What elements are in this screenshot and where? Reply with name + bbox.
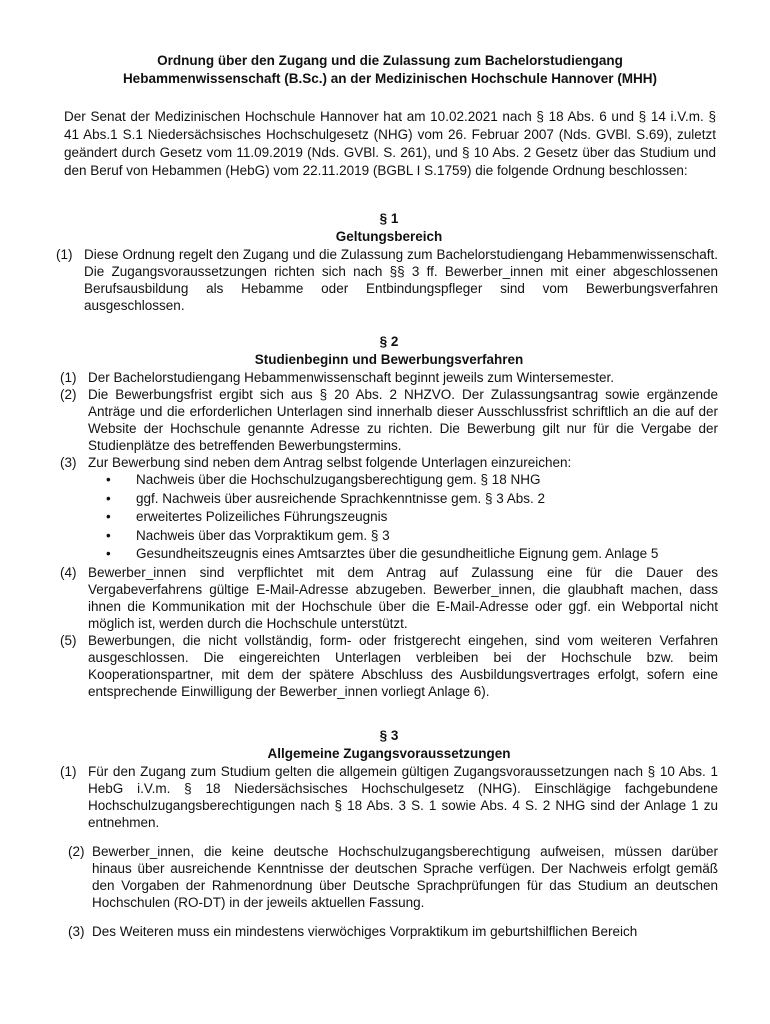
item-text: Die Bewerbungsfrist ergibt sich aus § 20 Abs. 2 NHZVO. Der Zulassungsantrag sowie ergänzende Anträge und die erforderlichen Unterlagen sind innerhalb dieser Ausschlussfrist schriftlich an die auf der Website der Hochschule genannte Adresse zu richten. Die Bewerbung gilt nur für die Vergabe der Studienplätze des betreffenden Bewerbungstermins. [88, 387, 718, 453]
section-heading: Allgemeine Zugangsvoraussetzungen [267, 746, 511, 761]
item-number: (1) [60, 370, 77, 385]
item-number: (5) [60, 632, 77, 648]
bullet-item: • Nachweis über das Vorpraktikum gem. § 3 [106, 527, 390, 543]
item-number: (2) [60, 387, 77, 402]
bullet-icon: • [106, 546, 111, 561]
item-text: Für den Zugang zum Studium gelten die allgemein gültigen Zugangsvoraussetzungen nach § 10 Abs. 1 HebG i.V.m. § 18 Niedersächsisches Hochschulgesetz (NHG). Einschlägige fachgebundene Hochschulzugangsberechtigungen nach § 18 Abs. 3 S. 1 sowie Abs. 4 S. 2 NHG sind der Anlage 1 zu entnehmen. [88, 764, 718, 830]
list-item [60, 763, 718, 831]
item-text: Des Weiteren muss ein mindestens vierwöchiges Vorpraktikum im geburtshilflichen Bereich [92, 924, 638, 939]
item-number: (1) [56, 247, 73, 262]
item-number: (3) [68, 924, 85, 939]
list-item [60, 454, 718, 471]
item-text: Zur Bewerbung sind neben dem Antrag selbst folgende Unterlagen einzureichen: [88, 455, 572, 470]
preamble-paragraph: Der Senat der Medizinischen Hochschule Hannover hat am 10.02.2021 nach § 18 Abs. 6 und § 14 i.V.m. § 41 Abs.1 S.1 Niedersächsisches Hochschulgesetz (NHG) vom 26. Februar 2007 (Nds. GVBl. S.69), zuletzt geändert durch Gesetz vom 11.09.2019 (Nds. GVBl. S. 261), und § 10 Abs. 2 Gesetz über das Studium und den Beruf von Hebammen (HebG) vom 22.11.2019 (BGBL I S.1759) die folgende Ordnung beschlossen: [64, 109, 716, 178]
bullet-icon: • [106, 472, 111, 487]
section-number: § 2 [379, 334, 399, 349]
list-item [60, 843, 718, 911]
item-text: Der Bachelorstudiengang Hebammenwissenschaft beginnt jeweils zum Wintersemester. [88, 370, 614, 385]
section-3 [60, 727, 718, 940]
bullet-item: • erweitertes Polizeiliches Führungszeugnis [106, 509, 388, 524]
section-number: § 3 [379, 728, 399, 743]
bullet-icon: • [106, 527, 111, 543]
list-item [60, 369, 718, 386]
title-line-1: Ordnung über den Zugang und die Zulassung zum Bachelorstudiengang [157, 53, 623, 68]
section-heading: Studienbeginn und Bewerbungsverfahren [254, 352, 524, 367]
item-number: (4) [60, 564, 77, 580]
item-text: Diese Ordnung regelt den Zugang und die Zulassung zum Bachelorstudiengang Hebammenwissenschaft. Die Zugangsvoraussetzungen richten sich nach §§ 3 ff. Bewerber_innen mit einer abgeschlossenen Berufsausbildung als Hebamme oder Entbindungspfleger sind vom Bewerbungsverfahren ausgeschlossen. [84, 247, 718, 313]
bullet-icon: • [106, 509, 111, 524]
list-item [60, 632, 718, 700]
section-2 [60, 333, 718, 700]
title-line-2: Hebammenwissenschaft (B.Sc.) an der Medizinischen Hochschule Hannover (MHH) [122, 71, 658, 86]
bullet-item: • Nachweis über die Hochschulzugangsberechtigung gem. § 18 NHG [106, 472, 541, 487]
bullet-item: • ggf. Nachweis über ausreichende Sprachkenntnisse gem. § 3 Abs. 2 [106, 490, 545, 506]
item-number: (1) [60, 764, 77, 779]
bullet-item: • Gesundheitszeugnis eines Amtsarztes über die gesundheitliche Eignung gem. Anlage 5 [106, 546, 659, 561]
section-1 [56, 210, 718, 314]
section-heading: Geltungsbereich [335, 229, 443, 244]
list-item [56, 246, 718, 314]
section-number: § 1 [379, 211, 399, 226]
item-text: Bewerber_innen sind verpflichtet mit dem Antrag auf Zulassung eine für die Dauer des Vergabeverfahrens gültige E-Mail-Adresse abzugeben. Bewerber_innen, die glaubhaft machen, dass ihnen die Kommunikation mit der Hochschule über die E-Mail-Adresse oder ggf. ein Webportal nicht möglich ist, werden durch die Hochschule unterstützt. [88, 564, 718, 631]
item-text: Bewerbungen, die nicht vollständig, form- oder fristgerecht eingehen, sind vom weiteren Verfahren ausgeschlossen. Die eingereichten Unterlagen verbleiben bei der Hochschule bzw. beim Kooperationspartner, mit dem der spätere Abschluss des Ausbildungsvertrages erfolgt, sofern eine entsprechende Einwilligung der Bewerber_innen vorliegt Anlage 6). [88, 632, 718, 699]
bullet-icon: • [106, 490, 111, 506]
list-item [60, 386, 718, 454]
item-number: (2) [68, 844, 85, 859]
document-title [60, 52, 720, 88]
required-documents-list [60, 471, 718, 562]
list-item [60, 564, 718, 632]
list-item [60, 923, 718, 940]
item-number: (3) [60, 455, 77, 470]
item-text: Bewerber_innen, die keine deutsche Hochschulzugangsberechtigung aufweisen, müssen darüber hinaus über ausreichende Kenntnisse der deutschen Sprache verfügen. Der Nachweis erfolgt gemäß den Vorgaben der Rahmenordnung über Deutsche Sprachprüfungen für das Studium an deutschen Hochschulen (RO-DT) in der jeweils aktuellen Fassung. [92, 844, 718, 910]
